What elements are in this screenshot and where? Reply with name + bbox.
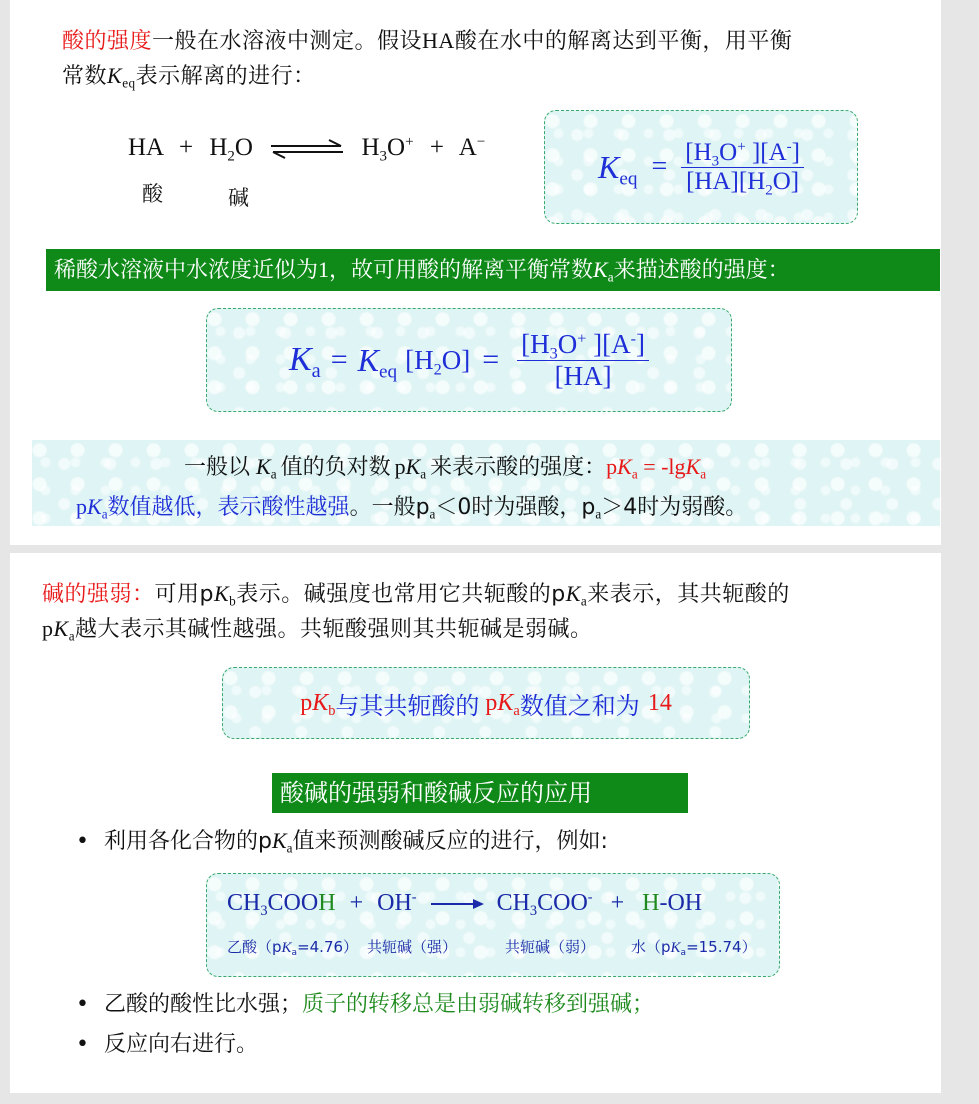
species-hydroxide	[377, 890, 416, 916]
acidic-proton: H	[318, 890, 336, 916]
bullet-text: 反应向右进行。	[104, 1032, 259, 1057]
num-part: ]	[791, 138, 800, 166]
plus-sign: +	[349, 890, 364, 916]
banner-one: 1	[318, 257, 330, 282]
bullet-k: K	[271, 828, 287, 853]
formula-part: COO	[267, 890, 319, 916]
ka-formula-box	[206, 308, 732, 412]
pka-text: ＞4时为弱酸。	[601, 495, 748, 520]
pka-sub: a	[580, 593, 588, 609]
sum-p: p	[300, 689, 313, 716]
water-sub: 2	[433, 360, 442, 379]
label-text: 水（p	[631, 938, 671, 956]
intro-text: 一般在水溶液中测定。假设	[152, 29, 423, 54]
pka-k-sub: a	[101, 506, 108, 522]
bullet-dot: •	[76, 829, 89, 854]
formula-sup: -	[411, 889, 417, 906]
pka-formula-sub: a	[700, 466, 707, 482]
pka-p: p	[76, 494, 87, 519]
acetic-acid-reaction-box	[206, 873, 780, 977]
pka-interpretation-line	[76, 490, 747, 521]
sum-k: K	[497, 689, 514, 716]
den-part: O]	[772, 167, 800, 195]
equals-sign: =	[330, 343, 348, 376]
ka-sub: a	[311, 360, 321, 383]
intro-text: 酸在水中的解离达到平衡，用平衡	[454, 29, 793, 54]
species-acetic-acid	[227, 890, 336, 920]
pka-k: K	[87, 494, 102, 519]
species-h2o	[209, 134, 253, 165]
plus-sign: +	[429, 134, 444, 161]
h3o-charge: +	[405, 134, 414, 150]
keq-sub: eq	[379, 361, 398, 383]
pkb-pka-sum-box	[222, 667, 750, 739]
pka-sub: a	[68, 628, 76, 644]
formula-part: CH	[227, 890, 261, 916]
keq-numerator	[681, 139, 804, 167]
keq-formula-box	[544, 110, 858, 224]
bullet-dot: •	[76, 1032, 89, 1057]
formula-sup: -	[587, 889, 593, 906]
slide-base-strength	[10, 553, 941, 1093]
pka-text: 一般以	[184, 455, 251, 480]
label-strong-conjugate-base: 共轭碱（强）	[367, 938, 458, 956]
water-conc	[405, 344, 471, 379]
pka-k-sub: a	[420, 466, 427, 482]
keq-subscript: eq	[122, 75, 136, 91]
intro-text: 越大表示其碱性越强。共轭酸强则其共轭碱是弱碱。	[75, 617, 593, 642]
reaction-arrow-icon	[429, 897, 485, 911]
pka-k-sub: a	[595, 506, 602, 522]
keq-sub: eq	[619, 168, 638, 190]
sum-sub: a	[513, 702, 520, 719]
water-part: [H	[405, 344, 434, 375]
acetic-acid-equation	[227, 889, 703, 920]
formula-part: OH	[377, 890, 412, 916]
formula-sub: 3	[529, 903, 538, 920]
num-sup: -	[630, 328, 636, 347]
pka-formula-part: p	[606, 454, 618, 479]
plus-sign: +	[178, 134, 194, 161]
num-part: [H	[521, 328, 550, 359]
label-water	[631, 936, 757, 957]
pka-k: K	[565, 581, 581, 606]
num-sub: 3	[711, 152, 720, 169]
label-k: K	[670, 940, 681, 956]
num-sup: +	[737, 138, 746, 155]
a-symbol: A	[458, 134, 477, 161]
intro-text: 可用p	[154, 582, 214, 607]
banner-k: K	[593, 257, 608, 282]
num-part: O	[719, 138, 738, 166]
h2o-h: H	[209, 134, 228, 161]
bullet-acidity-comparison	[76, 989, 654, 1021]
ka-k: K	[288, 341, 312, 378]
plus-sign: +	[610, 890, 625, 916]
bullet-text: 乙酸的酸性比水强；	[104, 992, 303, 1017]
base-strength-intro: 碱的强弱：可用$pK_b$表示。碱强度也常用它共轭酸的$pK_a$来表示，其共轭酸的 $pK_a$越大表示其碱性越强。共轭酸强则其共轭碱是弱碱。	[42, 581, 790, 644]
equals-sign: =	[651, 151, 668, 182]
ka-numerator	[517, 328, 649, 363]
pka-formula-part: K	[617, 454, 632, 479]
pka-k-sub: a	[270, 466, 277, 482]
h2o-sub: 2	[227, 148, 235, 165]
banner-k-sub: a	[607, 269, 614, 285]
num-sup: -	[786, 138, 792, 155]
banner-text: 来描述酸的强度：	[613, 258, 790, 283]
keq-term	[357, 341, 398, 383]
term-acid-strength: 酸的强度	[62, 29, 153, 54]
sum-text: 数值之和为	[519, 691, 640, 720]
h3o-h: H	[361, 134, 380, 161]
base-label: 碱	[228, 186, 249, 210]
formula-sub: 3	[260, 903, 268, 920]
pka-k: K	[53, 616, 69, 641]
pka-text: 值的负对数	[280, 455, 391, 480]
acid-label: 酸	[142, 182, 163, 206]
intro-text: 表示。碱强度也常用它共轭酸的p	[236, 582, 566, 607]
bullet-predict-reaction	[76, 825, 608, 858]
ka-lhs	[288, 341, 321, 383]
acid-dissociation-equation	[128, 134, 486, 165]
label-weak-conjugate-base: 共轭碱（弱）	[505, 938, 596, 956]
ka-denominator: [HA]	[554, 360, 612, 391]
keq-fraction	[681, 139, 804, 196]
keq-k: K	[598, 148, 620, 185]
pka-definition-box	[32, 440, 940, 526]
num-part: [H	[685, 138, 712, 166]
num-part: O	[557, 328, 578, 359]
ka-fraction	[517, 329, 649, 392]
formula-part: CH	[496, 890, 530, 916]
pkb-k: K	[213, 581, 230, 606]
h3o-o: O	[387, 134, 406, 161]
sum-k: K	[312, 689, 329, 716]
h2o-o: O	[234, 134, 253, 161]
pka-k: K	[256, 454, 271, 479]
bullet-reaction-direction	[76, 1029, 258, 1061]
species-h3o	[361, 134, 414, 165]
bullet-text: 利用各化合物的p	[104, 829, 272, 854]
pka-formula-sub: a	[631, 466, 638, 482]
bullet-text-green: 质子的转移总是由弱碱转移到强碱；	[302, 992, 655, 1017]
pka-k: K	[405, 454, 421, 479]
water-part: O]	[441, 344, 471, 375]
den-sub: 2	[765, 181, 773, 198]
pka-text: 来表示酸的强度：	[430, 455, 607, 480]
den-part: [HA][H	[686, 167, 766, 195]
pka-p: p	[394, 454, 406, 479]
pka-formula-part: = -lg	[637, 454, 686, 479]
sum-value: 14	[647, 689, 672, 716]
label-sub: a	[291, 948, 298, 959]
num-sup: +	[577, 328, 587, 347]
intro-ha: HA	[422, 28, 455, 53]
pka-text: 。一般p	[349, 495, 430, 520]
species-water	[642, 890, 702, 916]
keq-lhs	[598, 148, 638, 190]
pka-formula-part: K	[685, 454, 701, 479]
acid-strength-intro	[62, 24, 942, 94]
a-charge: −	[476, 134, 486, 150]
num-part: ]	[636, 328, 645, 359]
species-a-minus	[459, 134, 486, 161]
formula-part: -OH	[659, 890, 703, 916]
term-base-strength: 碱的强弱：	[42, 582, 155, 607]
sum-sub: b	[328, 702, 336, 719]
h3o-sub: 3	[379, 148, 388, 165]
bullet-dot: •	[76, 992, 89, 1017]
label-text: 乙酸（p	[227, 938, 282, 956]
banner-text: 稀酸水溶液中水浓度近似为	[54, 258, 319, 283]
species-acetate	[496, 889, 593, 920]
label-text: =15.74）	[686, 938, 757, 956]
sum-p: p	[485, 689, 498, 716]
sum-text: 与其共轭酸的	[335, 691, 480, 720]
section-title: 酸碱的强弱和酸碱反应的应用	[272, 773, 688, 813]
label-text: =4.76）	[297, 938, 359, 956]
pka-k-sub: a	[429, 506, 436, 522]
keq-symbol: K	[107, 63, 123, 88]
slide-acid-strength	[10, 0, 941, 545]
label-acetic-acid	[227, 936, 358, 957]
num-sub: 3	[549, 344, 558, 363]
intro-text: 来表示，其共轭酸的	[587, 582, 790, 607]
label-sub: a	[680, 948, 687, 959]
pka-lower-stronger: 数值越低，表示酸性越强	[107, 495, 350, 520]
num-part: ][A	[745, 138, 787, 166]
equilibrium-arrow-icon	[269, 139, 345, 159]
bullet-sub: a	[286, 840, 293, 856]
species-ha: HA	[128, 134, 163, 161]
intro-text: 表示解离的进行：	[135, 64, 316, 89]
water-proton: H	[642, 890, 660, 916]
bullet-text: 值来预测酸碱反应的进行，例如:	[292, 829, 608, 854]
label-k: K	[281, 940, 292, 956]
formula-part: COO	[537, 890, 588, 916]
pkb-sub: b	[229, 593, 237, 609]
equals-sign: =	[482, 343, 500, 376]
keq-k: K	[357, 341, 379, 378]
banner-text: ，故可用酸的解离平衡常数	[329, 258, 594, 283]
num-part: ][A	[586, 328, 631, 359]
keq-denominator	[682, 168, 803, 196]
pka-text: ＜0时为强酸，p	[435, 495, 596, 520]
pka-formula	[606, 454, 707, 482]
dilute-acid-banner	[46, 249, 940, 291]
intro-text: 常数	[62, 64, 108, 89]
pka-definition-line	[184, 450, 706, 481]
